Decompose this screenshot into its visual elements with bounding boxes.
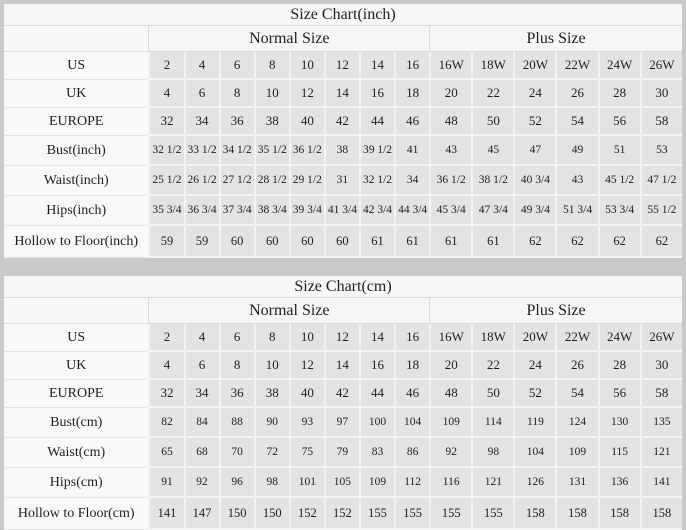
size-value-cell: 47 3/4 xyxy=(471,196,513,226)
size-value-cell: 158 xyxy=(513,498,555,530)
row-label-us: US xyxy=(4,324,148,352)
size-value-cell: 104 xyxy=(513,438,555,468)
size-value-cell: 60 xyxy=(289,226,324,258)
size-value-cell: 2 xyxy=(148,52,183,80)
size-value-cell: 33 1/2 xyxy=(184,136,219,166)
size-value-cell: 47 1/2 xyxy=(640,166,682,196)
size-value-cell: 32 1/2 xyxy=(148,136,183,166)
size-value-cell: 39 1/2 xyxy=(359,136,394,166)
size-value-cell: 50 xyxy=(471,380,513,408)
size-value-cell: 24W xyxy=(598,324,640,352)
size-value-cell: 100 xyxy=(359,408,394,438)
size-value-cell: 18 xyxy=(394,352,429,380)
size-value-cell: 18W xyxy=(471,324,513,352)
size-value-cell: 36 1/2 xyxy=(289,136,324,166)
size-value-cell: 61 xyxy=(359,226,394,258)
size-value-cell: 53 3/4 xyxy=(598,196,640,226)
size-value-cell: 24W xyxy=(598,52,640,80)
size-value-cell: 35 3/4 xyxy=(148,196,183,226)
size-value-cell: 36 1/2 xyxy=(429,166,471,196)
size-value-cell: 16 xyxy=(359,80,394,108)
size-value-cell: 58 xyxy=(640,380,682,408)
size-value-cell: 56 xyxy=(598,380,640,408)
size-value-cell: 6 xyxy=(219,52,254,80)
size-value-cell: 46 xyxy=(394,108,429,136)
size-value-cell: 92 xyxy=(184,468,219,498)
size-value-cell: 31 xyxy=(324,166,359,196)
size-value-cell: 2 xyxy=(148,324,183,352)
size-value-cell: 38 xyxy=(324,136,359,166)
size-value-cell: 91 xyxy=(148,468,183,498)
size-value-cell: 24 xyxy=(513,352,555,380)
size-value-cell: 92 xyxy=(429,438,471,468)
table-row-europe xyxy=(4,380,682,408)
table-row-hips-inch xyxy=(4,196,682,226)
size-value-cell: 62 xyxy=(640,226,682,258)
size-value-cell: 20W xyxy=(513,52,555,80)
size-value-cell: 32 xyxy=(148,380,183,408)
size-value-cell: 40 xyxy=(289,380,324,408)
size-value-cell: 68 xyxy=(184,438,219,468)
row-label-waist-inch: Waist(inch) xyxy=(4,166,148,196)
size-value-cell: 45 xyxy=(471,136,513,166)
size-value-cell: 4 xyxy=(148,80,183,108)
size-value-cell: 65 xyxy=(148,438,183,468)
size-value-cell: 147 xyxy=(184,498,219,530)
size-value-cell: 14 xyxy=(359,324,394,352)
size-value-cell: 60 xyxy=(254,226,289,258)
size-value-cell: 158 xyxy=(598,498,640,530)
size-value-cell: 54 xyxy=(555,380,597,408)
size-value-cell: 62 xyxy=(555,226,597,258)
size-value-cell: 22 xyxy=(471,80,513,108)
size-value-cell: 49 xyxy=(555,136,597,166)
row-label-hollow-to-floor-cm: Hollow to Floor(cm) xyxy=(4,498,148,530)
table-row-europe xyxy=(4,108,682,136)
plus-size-header: Plus Size xyxy=(429,298,682,324)
row-label-uk: UK xyxy=(4,352,148,380)
size-chart-inch-table xyxy=(4,4,682,258)
table-row-waist-inch xyxy=(4,166,682,196)
size-value-cell: 14 xyxy=(324,352,359,380)
table-row-waist-cm xyxy=(4,438,682,468)
size-value-cell: 18 xyxy=(394,80,429,108)
size-value-cell: 4 xyxy=(184,52,219,80)
size-value-cell: 8 xyxy=(254,52,289,80)
size-value-cell: 112 xyxy=(394,468,429,498)
size-value-cell: 109 xyxy=(429,408,471,438)
row-label-bust-cm: Bust(cm) xyxy=(4,408,148,438)
size-value-cell: 150 xyxy=(254,498,289,530)
size-value-cell: 28 xyxy=(598,80,640,108)
size-value-cell: 22W xyxy=(555,52,597,80)
size-value-cell: 20 xyxy=(429,352,471,380)
size-value-cell: 83 xyxy=(359,438,394,468)
size-value-cell: 150 xyxy=(219,498,254,530)
size-value-cell: 136 xyxy=(598,468,640,498)
table-row-bust-cm xyxy=(4,408,682,438)
size-value-cell: 88 xyxy=(219,408,254,438)
size-value-cell: 98 xyxy=(471,438,513,468)
row-label-bust-inch: Bust(inch) xyxy=(4,136,148,166)
size-value-cell: 51 3/4 xyxy=(555,196,597,226)
size-value-cell: 52 xyxy=(513,380,555,408)
size-value-cell: 84 xyxy=(184,408,219,438)
size-value-cell: 52 xyxy=(513,108,555,136)
size-value-cell: 42 xyxy=(324,108,359,136)
table-row-uk xyxy=(4,80,682,108)
size-value-cell: 39 3/4 xyxy=(289,196,324,226)
size-value-cell: 26W xyxy=(640,52,682,80)
size-value-cell: 38 xyxy=(254,380,289,408)
size-value-cell: 135 xyxy=(640,408,682,438)
size-value-cell: 45 1/2 xyxy=(598,166,640,196)
size-value-cell: 32 xyxy=(148,108,183,136)
size-value-cell: 30 xyxy=(640,80,682,108)
row-label-uk: UK xyxy=(4,80,148,108)
size-value-cell: 61 xyxy=(429,226,471,258)
normal-size-header: Normal Size xyxy=(148,26,429,52)
size-value-cell: 44 xyxy=(359,108,394,136)
size-value-cell: 45 3/4 xyxy=(429,196,471,226)
table-row-hollow-to-floor-cm xyxy=(4,498,682,530)
row-label-hips-inch: Hips(inch) xyxy=(4,196,148,226)
size-value-cell: 27 1/2 xyxy=(219,166,254,196)
size-value-cell: 155 xyxy=(359,498,394,530)
size-value-cell: 56 xyxy=(598,108,640,136)
size-value-cell: 10 xyxy=(254,80,289,108)
size-value-cell: 8 xyxy=(254,324,289,352)
size-value-cell: 60 xyxy=(324,226,359,258)
size-value-cell: 42 3/4 xyxy=(359,196,394,226)
size-value-cell: 41 3/4 xyxy=(324,196,359,226)
size-value-cell: 4 xyxy=(148,352,183,380)
size-value-cell: 37 3/4 xyxy=(219,196,254,226)
header-corner-cell xyxy=(4,26,148,52)
size-value-cell: 114 xyxy=(471,408,513,438)
size-value-cell: 54 xyxy=(555,108,597,136)
size-value-cell: 16W xyxy=(429,52,471,80)
size-value-cell: 59 xyxy=(148,226,183,258)
size-value-cell: 131 xyxy=(555,468,597,498)
size-value-cell: 41 xyxy=(394,136,429,166)
size-value-cell: 12 xyxy=(324,52,359,80)
size-value-cell: 28 xyxy=(598,352,640,380)
size-value-cell: 46 xyxy=(394,380,429,408)
size-value-cell: 51 xyxy=(598,136,640,166)
size-value-cell: 26 1/2 xyxy=(184,166,219,196)
size-value-cell: 152 xyxy=(324,498,359,530)
size-value-cell: 38 3/4 xyxy=(254,196,289,226)
size-value-cell: 130 xyxy=(598,408,640,438)
size-value-cell: 34 xyxy=(184,108,219,136)
size-value-cell: 53 xyxy=(640,136,682,166)
plus-size-header: Plus Size xyxy=(429,26,682,52)
size-value-cell: 61 xyxy=(471,226,513,258)
size-value-cell: 75 xyxy=(289,438,324,468)
size-value-cell: 98 xyxy=(254,468,289,498)
table-divider-gap xyxy=(4,258,682,276)
size-value-cell: 26W xyxy=(640,324,682,352)
size-value-cell: 121 xyxy=(471,468,513,498)
size-value-cell: 35 1/2 xyxy=(254,136,289,166)
size-value-cell: 24 xyxy=(513,80,555,108)
row-label-europe: EUROPE xyxy=(4,380,148,408)
size-value-cell: 36 3/4 xyxy=(184,196,219,226)
row-label-waist-cm: Waist(cm) xyxy=(4,438,148,468)
size-value-cell: 119 xyxy=(513,408,555,438)
table-row-uk xyxy=(4,352,682,380)
size-value-cell: 40 3/4 xyxy=(513,166,555,196)
size-value-cell: 12 xyxy=(289,80,324,108)
size-value-cell: 18W xyxy=(471,52,513,80)
size-value-cell: 79 xyxy=(324,438,359,468)
size-value-cell: 49 3/4 xyxy=(513,196,555,226)
table-title: Size Chart(cm) xyxy=(4,276,682,298)
size-value-cell: 29 1/2 xyxy=(289,166,324,196)
size-value-cell: 14 xyxy=(359,52,394,80)
size-value-cell: 38 1/2 xyxy=(471,166,513,196)
size-value-cell: 93 xyxy=(289,408,324,438)
size-value-cell: 22W xyxy=(555,324,597,352)
size-value-cell: 42 xyxy=(324,380,359,408)
size-value-cell: 62 xyxy=(513,226,555,258)
size-value-cell: 121 xyxy=(640,438,682,468)
size-value-cell: 16 xyxy=(394,324,429,352)
size-value-cell: 158 xyxy=(555,498,597,530)
size-value-cell: 6 xyxy=(219,324,254,352)
size-value-cell: 141 xyxy=(148,498,183,530)
size-value-cell: 26 xyxy=(555,80,597,108)
size-value-cell: 158 xyxy=(640,498,682,530)
size-value-cell: 82 xyxy=(148,408,183,438)
size-value-cell: 101 xyxy=(289,468,324,498)
size-value-cell: 10 xyxy=(289,52,324,80)
size-value-cell: 34 xyxy=(184,380,219,408)
size-value-cell: 61 xyxy=(394,226,429,258)
size-value-cell: 109 xyxy=(555,438,597,468)
size-value-cell: 55 1/2 xyxy=(640,196,682,226)
size-value-cell: 25 1/2 xyxy=(148,166,183,196)
size-value-cell: 43 xyxy=(429,136,471,166)
size-value-cell: 90 xyxy=(254,408,289,438)
size-value-cell: 44 xyxy=(359,380,394,408)
size-value-cell: 97 xyxy=(324,408,359,438)
row-label-us: US xyxy=(4,52,148,80)
size-value-cell: 22 xyxy=(471,352,513,380)
normal-size-header: Normal Size xyxy=(148,298,429,324)
size-value-cell: 6 xyxy=(184,80,219,108)
size-value-cell: 86 xyxy=(394,438,429,468)
table-row-us xyxy=(4,324,682,352)
size-value-cell: 10 xyxy=(289,324,324,352)
row-label-europe: EUROPE xyxy=(4,108,148,136)
size-value-cell: 14 xyxy=(324,80,359,108)
size-value-cell: 4 xyxy=(184,324,219,352)
size-value-cell: 10 xyxy=(254,352,289,380)
size-value-cell: 155 xyxy=(394,498,429,530)
size-value-cell: 96 xyxy=(219,468,254,498)
size-value-cell: 155 xyxy=(429,498,471,530)
size-value-cell: 12 xyxy=(324,324,359,352)
size-value-cell: 105 xyxy=(324,468,359,498)
size-value-cell: 116 xyxy=(429,468,471,498)
size-chart-cm-table xyxy=(4,276,682,530)
size-value-cell: 60 xyxy=(219,226,254,258)
size-value-cell: 72 xyxy=(254,438,289,468)
size-value-cell: 36 xyxy=(219,108,254,136)
size-value-cell: 48 xyxy=(429,108,471,136)
size-value-cell: 58 xyxy=(640,108,682,136)
size-value-cell: 40 xyxy=(289,108,324,136)
size-value-cell: 30 xyxy=(640,352,682,380)
size-value-cell: 126 xyxy=(513,468,555,498)
size-value-cell: 43 xyxy=(555,166,597,196)
header-corner-cell xyxy=(4,298,148,324)
size-value-cell: 28 1/2 xyxy=(254,166,289,196)
size-value-cell: 36 xyxy=(219,380,254,408)
size-value-cell: 50 xyxy=(471,108,513,136)
size-value-cell: 38 xyxy=(254,108,289,136)
row-label-hips-cm: Hips(cm) xyxy=(4,468,148,498)
size-value-cell: 115 xyxy=(598,438,640,468)
size-value-cell: 109 xyxy=(359,468,394,498)
size-value-cell: 152 xyxy=(289,498,324,530)
size-value-cell: 8 xyxy=(219,352,254,380)
size-value-cell: 59 xyxy=(184,226,219,258)
size-value-cell: 6 xyxy=(184,352,219,380)
size-value-cell: 62 xyxy=(598,226,640,258)
size-value-cell: 32 1/2 xyxy=(359,166,394,196)
size-value-cell: 155 xyxy=(471,498,513,530)
size-value-cell: 20W xyxy=(513,324,555,352)
size-value-cell: 34 xyxy=(394,166,429,196)
size-value-cell: 20 xyxy=(429,80,471,108)
size-value-cell: 34 1/2 xyxy=(219,136,254,166)
table-row-hollow-to-floor-inch xyxy=(4,226,682,258)
size-value-cell: 48 xyxy=(429,380,471,408)
size-value-cell: 141 xyxy=(640,468,682,498)
size-value-cell: 16 xyxy=(359,352,394,380)
size-value-cell: 16 xyxy=(394,52,429,80)
size-value-cell: 104 xyxy=(394,408,429,438)
size-value-cell: 16W xyxy=(429,324,471,352)
size-value-cell: 70 xyxy=(219,438,254,468)
size-value-cell: 26 xyxy=(555,352,597,380)
table-title: Size Chart(inch) xyxy=(4,4,682,26)
size-value-cell: 44 3/4 xyxy=(394,196,429,226)
row-label-hollow-to-floor-inch: Hollow to Floor(inch) xyxy=(4,226,148,258)
table-row-us xyxy=(4,52,682,80)
size-value-cell: 47 xyxy=(513,136,555,166)
size-value-cell: 12 xyxy=(289,352,324,380)
size-value-cell: 124 xyxy=(555,408,597,438)
size-value-cell: 8 xyxy=(219,80,254,108)
table-row-bust-inch xyxy=(4,136,682,166)
table-row-hips-cm xyxy=(4,468,682,498)
